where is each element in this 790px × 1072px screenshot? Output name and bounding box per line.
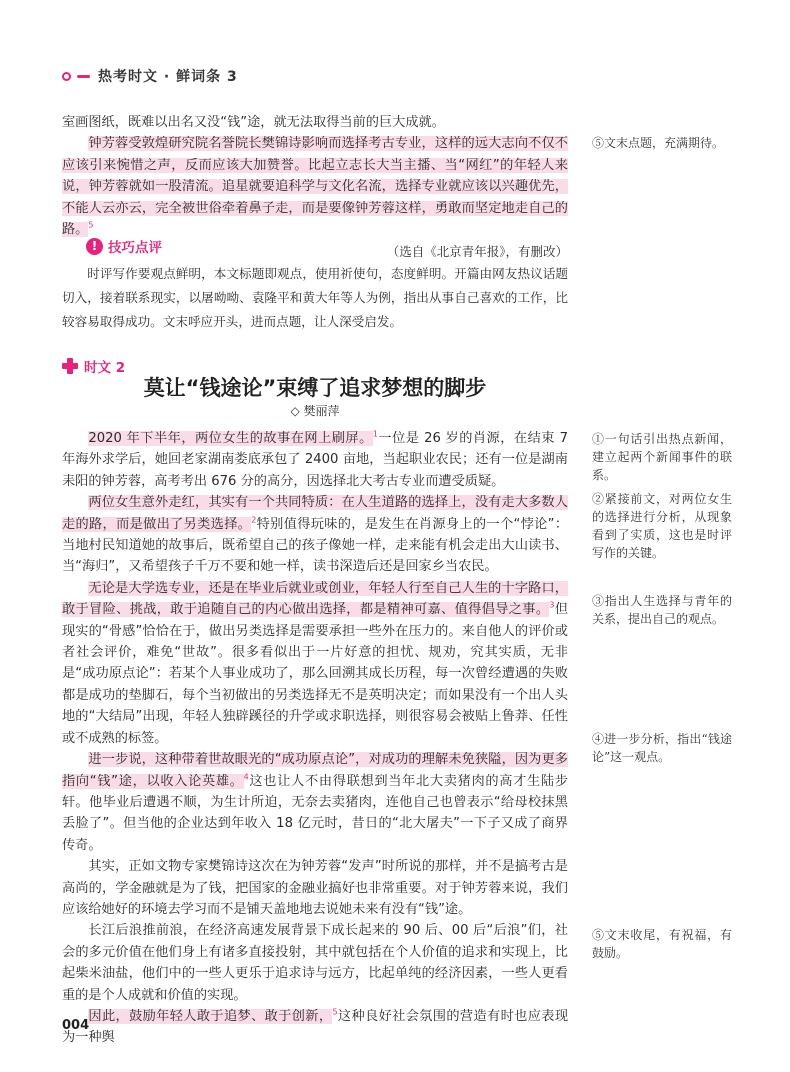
article-title: 莫让“钱途论”束缚了追求梦想的脚步: [143, 376, 487, 400]
tips-heading: [86, 236, 162, 256]
paragraph-text: 特别值得玩味的，是发生在肖源身上的一个“悖论”：当地村民知道她的故事后，既希望自己的孩子像她一样，走来能有机会走出大山读书、当“海归”，又希望孩子千万不要和她一样，读书深造后还是回家乡当农民。: [62, 516, 569, 575]
margin-note: ①一句话引出热点新闻，建立起两个新闻事件的联系。: [592, 432, 732, 482]
paragraph-text: 这种良好社会氛围的营造有时也应表现为一种舆: [62, 1008, 569, 1046]
margin-note: ⑤文末点题，充满期待。: [592, 136, 725, 150]
paragraph: 室画图纸，既难以出名又没“钱”途，就无法取得当前的巨大成就。: [62, 115, 445, 130]
margin-note: ②紧接前文，对两位女生的选择进行分析，从现象看到了实质，这也是时评写作的关键。: [592, 492, 732, 560]
running-header: [62, 66, 238, 86]
tips-title: 技巧点评: [108, 240, 162, 256]
dash-icon: [77, 75, 90, 78]
highlighted-text: 2020 年下半年，两位女生的故事在网上刷屏。: [88, 431, 373, 446]
article-author: ◇ 樊丽萍: [290, 404, 340, 418]
annotation-marker: 4: [243, 772, 249, 782]
margin-note: ⑤文末收尾，有祝福，有鼓励。: [592, 928, 732, 960]
section-label: 时文 2: [84, 360, 126, 376]
annotation-marker: 5: [88, 220, 94, 230]
paragraph: [62, 133, 568, 240]
annotation-marker: 3: [549, 600, 555, 610]
paragraph-text: 但现实的“骨感”恰恰在于，做出另类选择是需要承担一些外在压力的。来自他人的评价或者社会评价，难免“世故”。很多看似出于一片好意的担忧、规劝，究其实质，无非是“成功原点论”：若某个人事业成功了，那么回溯其成长历程，每一次曾经遭遇的失败都是成功的垫脚石，每个当初做出的另类选择无不是英明决定；而如果没有一个出人头地的“大结局”出现，年轻人独辟蹊径的升学或求职选择，则很容易会被贴上鲁莽、任性或不成熟的标签。: [62, 602, 569, 746]
page-number: 004: [62, 1018, 90, 1033]
source-citation: （选自《北京青年报》，有删改）: [386, 244, 568, 260]
annotation-marker: 2: [251, 515, 257, 525]
highlighted-text: 进一步说，这种带着世故眼光的“成功原点论”，对成功的理解未免狭隘，因为更多指向“钱”途，以收入论英雄。: [62, 752, 568, 789]
annotation-marker: 1: [372, 429, 378, 439]
highlighted-text: 因此，鼓励年轻人敢于追梦、敢于创新，: [88, 1008, 333, 1024]
margin-note: ③指出人生选择与青年的关系，提出自己的观点。: [592, 594, 732, 626]
paragraph: [62, 578, 568, 749]
paragraph-text: 这也让人不由得联想到当年北大卖猪肉的高才生陆步轩。他毕业后遭遇不顺，为生计所迫，无奈去卖猪肉，连他自己也曾表示“给母校抹黑丢脸了”。但当他的企业达到年收入 18 亿元时，昔日的“北大屠夫”一下子又成了商界传奇。: [62, 773, 569, 853]
paragraph: [62, 428, 568, 492]
margin-note: ④进一步分析，指出“钱途论”这一观点。: [592, 732, 732, 764]
exclamation-icon: !: [86, 238, 103, 255]
circle-icon: [62, 72, 71, 81]
header-title: 热考时文 · 鲜词条 3: [98, 69, 238, 85]
highlighted-text: 两位女生意外走红，其实有一个共同特质：在人生道路的选择上，没有走大多数人走的路，而是做出了另类选择。: [62, 495, 568, 532]
paragraph-text: 一位是 26 岁的肖源，在结束 7 年海外求学后，她回老家湖南娄底承包了 2400 亩地，当起职业农民；还有一位是湖南耒阳的钟芳蓉，高考考出 676 分的高分，因选择北大考古专业而遭受质疑。: [62, 431, 568, 489]
paragraph: [62, 749, 568, 856]
paragraph: 长江后浪推前浪，在经济高速发展背景下成长起来的 90 后、00 后“后浪”们，社会的多元价值在他们身上有诸多直接投射，其中就包括在个人价值的追求和实现上，比起柴米油盐，他们中的一些人更乐于追求诗与远方，比起单纯的经济因素，一些人更看重的是个人成就和价值的实现。: [62, 923, 568, 1003]
highlighted-text: 钟芳蓉受敦煌研究院名誉院长樊锦诗影响而选择考古专业，这样的远大志向不仅不应该引来惋惜之声，反而应该大加赞誉。比起立志长大当主播、当“网红”的年轻人来说，钟芳蓉就如一股清流。追星就要追科学与文化名流，选择专业就应该以兴趣优先，不能人云亦云，完全被世俗牵着鼻子走，而是要像钟芳蓉这样，勇敢而坚定地走自己的路。: [62, 136, 568, 238]
annotation-marker: 5: [332, 1007, 338, 1017]
article-body: [62, 428, 568, 1049]
paragraph: 其实，正如文物专家樊锦诗这次在为钟芳蓉“发声”时所说的那样，并不是搞考古是高尚的，学金融就是为了钱，把国家的金融业搞好也非常重要。对于钟芳蓉来说，我们应该给她好的环境去学习而不是铺天盖地地去说她未来有没有“钱”途。: [62, 859, 568, 917]
highlighted-text: 无论是大学选专业，还是在毕业后就业或创业，年轻人行至自己人生的十字路口，敢于冒险、挑战，敢于追随自己的内心做出选择，都是精神可嘉、值得倡导之事。: [62, 580, 568, 618]
paragraph: [62, 1006, 568, 1049]
tips-text: 时评写作要观点鲜明，本文标题即观点，使用祈使句，态度鲜明。开篇由网友热议话题切入，接着联系现实，以屠呦呦、袁隆平和黄大年等人为例，指出从事自己喜欢的工作，比较容易取得成功。文末呼应开头，进而点题，让人深受启发。: [62, 266, 568, 329]
paragraph: [62, 492, 568, 578]
